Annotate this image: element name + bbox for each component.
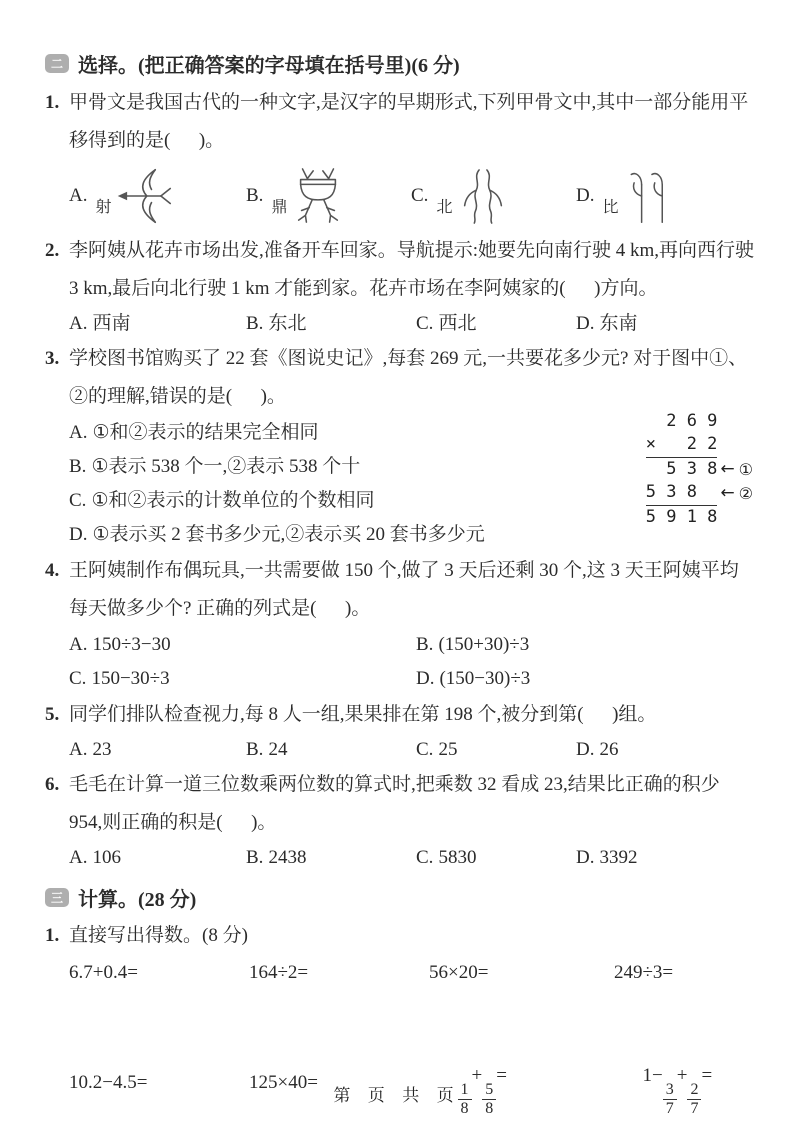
q5-option-d-label: D. [576,739,595,760]
q2-option-c-label: C. [416,313,434,334]
question-6-number: 6. [45,774,60,795]
multiplier: × 2 2 [646,433,718,458]
q6-option-b [246,842,416,874]
q5-option-b [246,734,416,766]
q1-option-c [411,165,576,227]
calculation-section-header [45,880,755,914]
q6-option-c [416,842,576,874]
question-4 [45,552,755,628]
section-three-badge-icon: 三 [45,888,69,907]
q3-option-c-label: C. [69,490,87,511]
question-4-options [69,628,755,696]
q4-option-b-label: B. [416,634,434,655]
q2-option-d-label: D. [576,313,595,334]
partial-product-2: 5 3 8 [646,481,718,506]
fraction-2-7: $\frac{2}{7}$ [687,1081,701,1119]
question-3-number: 3. [45,348,60,369]
q5-option-c [416,734,576,766]
multiplier-row [646,433,753,458]
oracle-side-by-side-figures-icon [621,165,681,227]
multiplication-worked-example [646,410,753,529]
q1-option-a-label: A. [69,185,88,206]
q1-option-c-label: C. [411,185,429,206]
calculation-section-title: 计算。 [78,888,138,911]
q5-option-c-label: C. [416,739,434,760]
q5-option-d-text: 26 [599,739,619,760]
oracle-back-to-back-figures-icon [454,165,512,227]
q6-option-a [69,842,246,874]
q6-option-a-text: 106 [92,847,121,868]
q3-option-d-text: ①表示买 2 套书多少元,②表示买 20 套书多少元 [92,524,485,545]
q3-option-b-label: B. [69,456,87,477]
fraction-1-8: $\frac{1}{8}$ [458,1081,472,1119]
circled-1-label: ① [738,460,753,479]
q2-option-b-text: 东北 [268,313,307,334]
q6-option-b-label: B. [246,847,264,868]
q2-option-c-text: 西北 [438,313,477,334]
question-1-number: 1. [45,92,60,113]
q1-option-d [576,165,755,227]
q4-option-a [69,628,416,662]
q1-option-b [246,165,411,227]
q2-option-b-label: B. [246,313,264,334]
q3-option-b-text: ①表示 538 个一,②表示 538 个十 [91,456,361,477]
q3-option-a-text: ①和②表示的结果完全相同 [92,422,319,443]
q4-option-c-label: C. [69,668,87,689]
question-5-stem: 同学们排队检查视力,每 8 人一组,果果排在第 198 个,被分到第( )组。 [69,704,657,725]
expression-1: 6.7+0.4= [69,962,138,983]
q6-option-d [576,842,755,874]
q2-option-a [69,308,246,340]
q5-option-a-text: 23 [92,739,112,760]
question-2-options [69,308,755,340]
question-4-number: 4. [45,560,60,581]
question-2-number: 2. [45,240,60,261]
question-3-options [69,411,755,552]
question-3-stem: 学校图书馆购买了 22 套《图说史记》,每套 269 元,一共要花多少元? 对于图中①、②的理解,错误的是( )。 [69,348,748,407]
multiplicand: 2 6 9 [645,411,718,431]
q1-option-d-label: D. [576,185,595,206]
q5-option-b-label: B. [246,739,264,760]
q6-option-d-text: 3392 [599,847,638,868]
question-2-stem: 李阿姨从花卉市场出发,准备开车回家。导航提示:她要先向南行驶 4 km,再向西行驶 3 km,最后向北行驶 1 km 才能到家。花卉市场在李阿姨家的( )方向。 [69,240,759,299]
q1-option-d-character: 比 [602,198,619,216]
question-3 [45,340,755,416]
circled-2-label: ② [738,484,753,503]
q6-option-c-text: 5830 [438,847,477,868]
q5-option-a-label: A. [69,739,88,760]
q4-option-c-text: 150−30÷3 [91,668,170,689]
leading-one: 1 [642,1065,652,1086]
q6-option-b-text: 2438 [268,847,307,868]
question-1 [45,84,755,160]
q1-option-b-character: 鼎 [271,198,288,216]
equals-sign-2: = [701,1065,713,1086]
mental-math-row-1 [69,954,755,992]
question-6-stem: 毛毛在计算一道三位数乘两位数的算式时,把乘数 32 看成 23,结果比正确的积少 954,则正确的积是( )。 [69,774,725,833]
expression-6: 125×40= [249,1072,318,1094]
arrow-1-icon: ← [720,459,735,479]
question-6-options [69,842,755,874]
q4-option-a-text: 150÷3−30 [92,634,171,655]
question-1-stem: 甲骨文是我国古代的一种文字,是汉字的早期形式,下列甲骨文中,其中一部分能用平移得到的是( )。 [69,92,749,151]
q4-option-d [416,662,755,696]
q4-option-c [69,662,416,696]
expression-4: 249÷3= [614,962,674,983]
q2-option-d [576,308,755,340]
q6-option-a-label: A. [69,847,88,868]
choice-section-note: (把正确答案的字母填在括号里)(6 分) [138,54,460,77]
q4-option-b [416,628,755,662]
q1-option-c-character: 北 [436,198,453,216]
calc-subquestion-1 [45,918,755,954]
q1-option-b-label: B. [246,185,264,206]
q3-option-d-label: D. [69,524,88,545]
question-2 [45,232,759,308]
question-5 [45,696,755,734]
expression-2: 164÷2= [249,962,309,983]
expression-3: 56×20= [429,962,489,983]
q5-option-b-text: 24 [268,739,288,760]
question-1-options [69,160,755,232]
final-product: 5 9 1 8 [645,507,718,527]
oracle-ding-vessel-icon [289,165,347,227]
q3-option-c-text: ①和②表示的计数单位的个数相同 [91,490,375,511]
q2-option-b [246,308,416,340]
choice-section-header [45,46,755,80]
q6-option-c-label: C. [416,847,434,868]
equals-sign: = [496,1065,507,1086]
question-5-options [69,734,755,766]
q1-option-a [69,165,246,227]
q4-option-d-label: D. [416,668,435,689]
page-footer: 第 页 共 页 [333,1086,460,1106]
choice-section-title: 选择。 [78,54,138,77]
q2-option-a-label: A. [69,313,88,334]
q6-option-d-label: D. [576,847,595,868]
fraction-5-8: $\frac{5}{8}$ [482,1081,496,1119]
partial-product-1-row [646,458,753,481]
q2-option-d-text: 东南 [599,313,638,334]
calc-subquestion-1-title: 直接写出得数。(8 分) [69,925,248,946]
q2-option-a-text: 西南 [92,313,131,334]
q1-option-a-character: 射 [95,198,112,216]
partial-product-2-row [646,481,753,506]
multiplicand-row [646,410,753,433]
minus-operator: − [652,1065,663,1086]
fraction-3-7: $\frac{3}{7}$ [663,1081,677,1119]
partial-product-1: 5 3 8 [645,459,718,479]
plus-operator: + [471,1065,483,1086]
plus-operator-2: + [676,1065,688,1086]
product-row [646,506,753,529]
question-5-number: 5. [45,704,60,725]
expression-5: 10.2−4.5= [69,1072,148,1094]
q4-option-a-label: A. [69,634,88,655]
q4-option-d-text: (150−30)÷3 [439,668,531,689]
q5-option-a [69,734,246,766]
q4-option-b-text: (150+30)÷3 [438,634,530,655]
q3-option-a-label: A. [69,422,88,443]
question-4-stem: 王阿姨制作布偶玩具,一共需要做 150 个,做了 3 天后还剩 30 个,这 3 天王阿姨平均每天做多少个? 正确的列式是( )。 [69,560,739,619]
question-6 [45,766,755,842]
section-two-badge-icon: 二 [45,54,69,73]
q2-option-c [416,308,576,340]
q5-option-d [576,734,755,766]
calc-subquestion-1-number: 1. [45,925,60,946]
calculation-section-note: (28 分) [138,888,197,911]
oracle-bow-arrow-icon [114,165,174,227]
arrow-2-icon: ← [720,483,735,503]
q5-option-c-text: 25 [438,739,458,760]
